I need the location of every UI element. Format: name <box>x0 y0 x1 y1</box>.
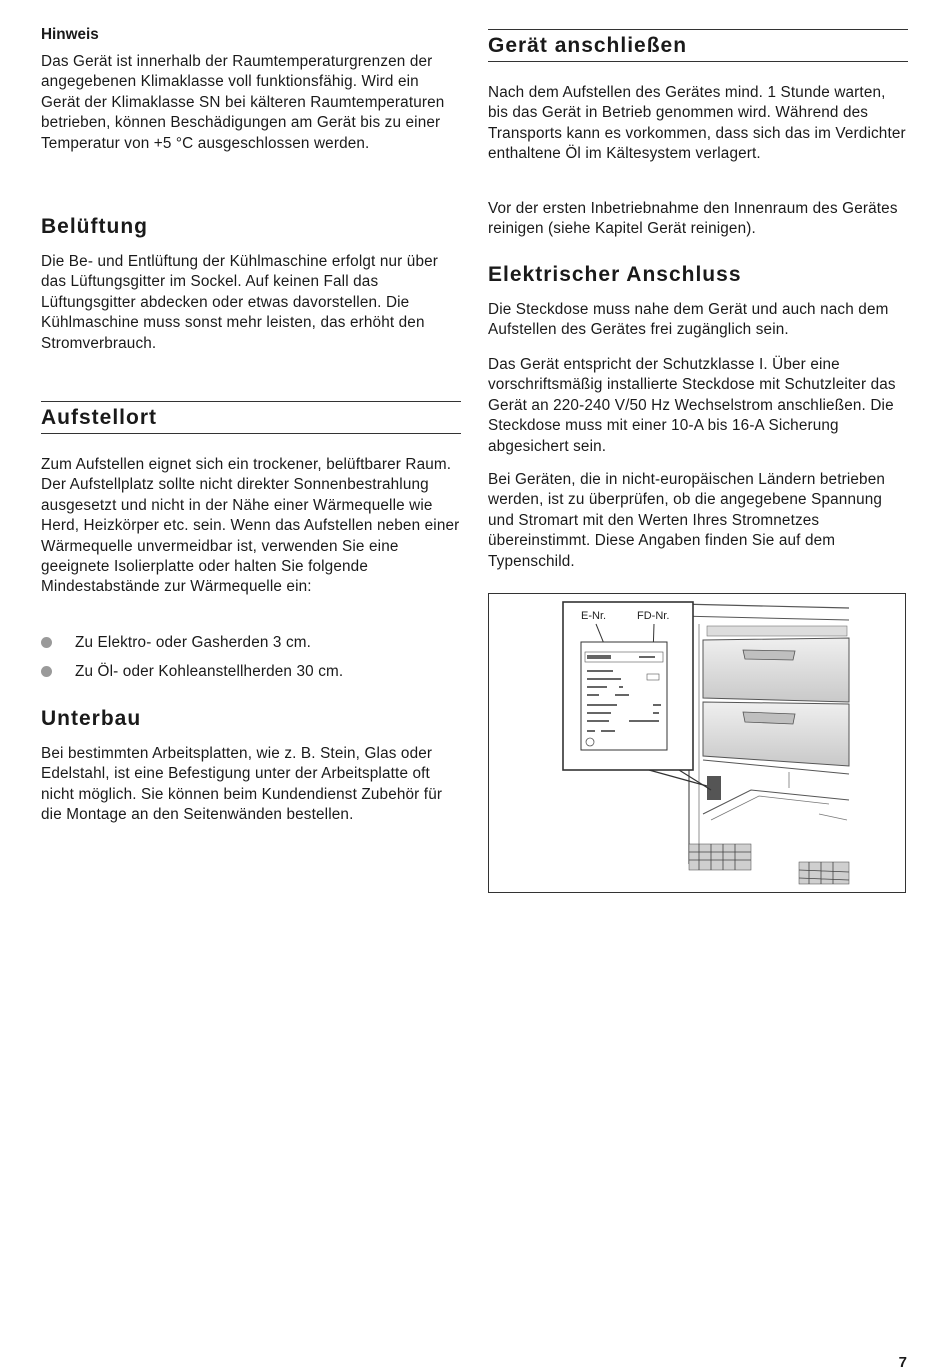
aufstellort-text: Zum Aufstellen eignet sich ein trockener, belüftbarer Raum. Der Aufstellplatz sollte nicht direkter Sonnenbestrahlung ausgesetzt und nicht in der Nähe einer Wärmequelle wie Herd, Heizkörper etc. sein. Wenn das Aufstellen neben einer Wärmequelle unvermeidbar ist, verwenden Sie eine geeignete Isolierplatte oder halten Sie folgende Mindestabstände zur Wärmequelle ein: <box>41 456 460 596</box>
rating-plate-figure <box>488 593 906 893</box>
vent-slots-top <box>707 626 847 636</box>
heading-aufstellort: Aufstellort <box>41 406 157 429</box>
ventilation-grille <box>689 844 849 884</box>
anschliessen-text-2: Vor der ersten Inbetriebnahme den Innenraum des Gerätes reinigen (siehe Kapitel Gerät reinigen). <box>488 200 898 238</box>
heading-unterbau: Unterbau <box>41 707 142 730</box>
unterbau-text: Bei bestimmten Arbeitsplatten, wie z. B. Stein, Glas oder Edelstahl, ist eine Befestigung unter der Arbeitsplatte oft nicht möglich. Sie können beim Kundendienst Zubehör für die Montage an den Seitenwänden bestellen. <box>41 745 443 824</box>
belueftung-text: Die Be- und Entlüftung der Kühlmaschine erfolgt nur über das Lüftungsgitter im Sockel. Auf keinen Fall das Lüftungsgitter abdecken oder etwas davorstellen. Die Kühlmaschine muss sonst mehr leisten, das erhöht den Stromverbrauch. <box>41 253 438 352</box>
appliance-illustration <box>489 594 906 893</box>
bullet-icon <box>41 666 52 677</box>
elektrisch-text-3: Bei Geräten, die in nicht-europäischen Ländern betrieben werden, ist zu überprüfen, ob die angegebene Spannung und Stromart mit den Werten Ihres Stromnetzes übereinstimmt. Diese Angaben finden Sie auf dem Typenschild. <box>488 471 886 570</box>
list-item: Zu Öl- oder Kohleanstellherden 30 cm. <box>41 662 461 691</box>
bullet-icon <box>41 637 52 648</box>
page-number: 7 <box>898 1354 907 1371</box>
elektrisch-text-2: Das Gerät entspricht der Schutzklasse I. Über eine vorschriftsmäßig installierte Steckdose mit Schutzleiter das Gerät an 220-240 V/50 Hz Wechselstrom anschließen. Die Steckdose muss mit einer 10-A bis 16-A Sicherung abgesichert sein. <box>488 356 896 455</box>
aufstellort-bullet-list <box>41 633 461 691</box>
label-fd-nr: FD-Nr. <box>637 610 670 622</box>
upper-drawer <box>703 638 849 702</box>
rating-plate <box>581 642 667 750</box>
heading-anschliessen: Gerät anschließen <box>488 34 688 57</box>
hinweis-title: Hinweis <box>41 26 99 43</box>
hinweis-text: Das Gerät ist innerhalb der Raumtemperaturgrenzen der angegebenen Klimaklasse voll funktionsfähig. Wird ein Gerät der Klimaklasse SN bei kälteren Raumtemperaturen betrieben, können Beschädigungen am Gerät bis zu einer Temperatur von +5 °C ausgeschlossen werden. <box>41 53 445 152</box>
section-header-anschliessen <box>488 29 908 62</box>
list-item: Zu Elektro- oder Gasherden 3 cm. <box>41 633 461 662</box>
heading-elektrisch: Elektrischer Anschluss <box>488 263 742 286</box>
heading-belueftung: Belüftung <box>41 215 148 238</box>
elektrisch-text-1: Die Steckdose muss nahe dem Gerät und auch nach dem Aufstellen des Gerätes frei zugänglich sein. <box>488 301 889 339</box>
rating-plate-marker <box>707 776 721 800</box>
lower-drawer <box>703 702 849 766</box>
label-e-nr: E-Nr. <box>581 610 607 622</box>
anschliessen-text-1: Nach dem Aufstellen des Gerätes mind. 1 Stunde warten, bis das Gerät in Betrieb genommen wird. Während des Transports kann es vorkommen, dass sich das im Verdichter enthaltene Öl im Kältesystem verlagert. <box>488 84 906 163</box>
section-header-aufstellort <box>41 401 461 434</box>
